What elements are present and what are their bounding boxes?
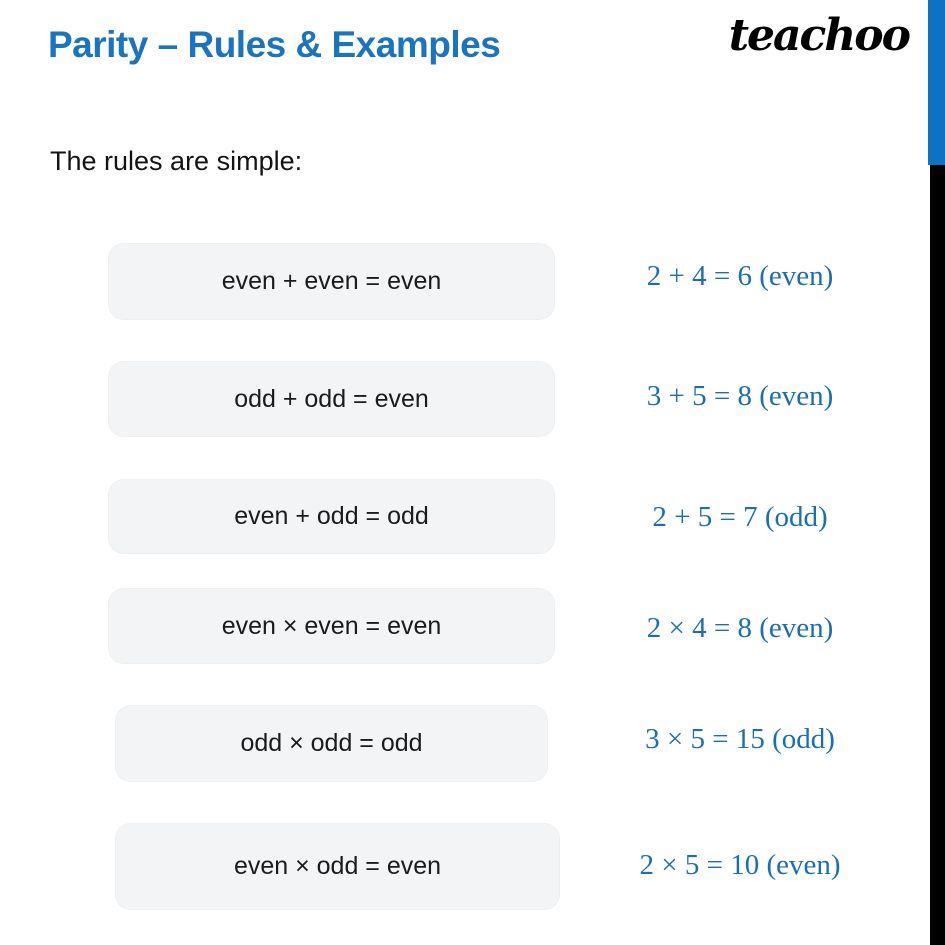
rule-text: even × even = even bbox=[221, 611, 442, 640]
rule-box-even-times-odd bbox=[115, 823, 560, 910]
rule-text: even × odd = even bbox=[233, 852, 442, 880]
edge-accent-bar-black bbox=[930, 165, 945, 945]
rule-text: odd + odd = even bbox=[234, 384, 429, 413]
intro-text: The rules are simple: bbox=[50, 146, 303, 176]
rule-text: even + odd = odd bbox=[234, 502, 429, 530]
example-text: 3 × 5 = 15 (odd) bbox=[645, 723, 835, 755]
rule-box-even-times-even bbox=[108, 588, 555, 664]
example-text: 2 × 5 = 10 (even) bbox=[639, 849, 841, 881]
edge-accent-bar-blue bbox=[928, 0, 945, 165]
rule-box-even-plus-even bbox=[108, 243, 555, 320]
example-text: 2 + 4 = 6 (even) bbox=[646, 260, 834, 292]
page-title: Parity – Rules & Examples bbox=[48, 24, 501, 65]
example-text: 2 + 5 = 7 (odd) bbox=[652, 501, 828, 533]
rule-box-even-plus-odd bbox=[108, 479, 555, 554]
rule-box-odd-plus-odd bbox=[108, 361, 555, 437]
example-text: 3 + 5 = 8 (even) bbox=[646, 380, 834, 412]
teachoo-logo: teachoo bbox=[728, 10, 909, 61]
rule-box-odd-times-odd bbox=[115, 705, 548, 782]
rule-text: odd × odd = odd bbox=[240, 729, 423, 757]
example-text: 2 × 4 = 8 (even) bbox=[646, 612, 834, 644]
rule-text: even + even = even bbox=[221, 267, 442, 295]
